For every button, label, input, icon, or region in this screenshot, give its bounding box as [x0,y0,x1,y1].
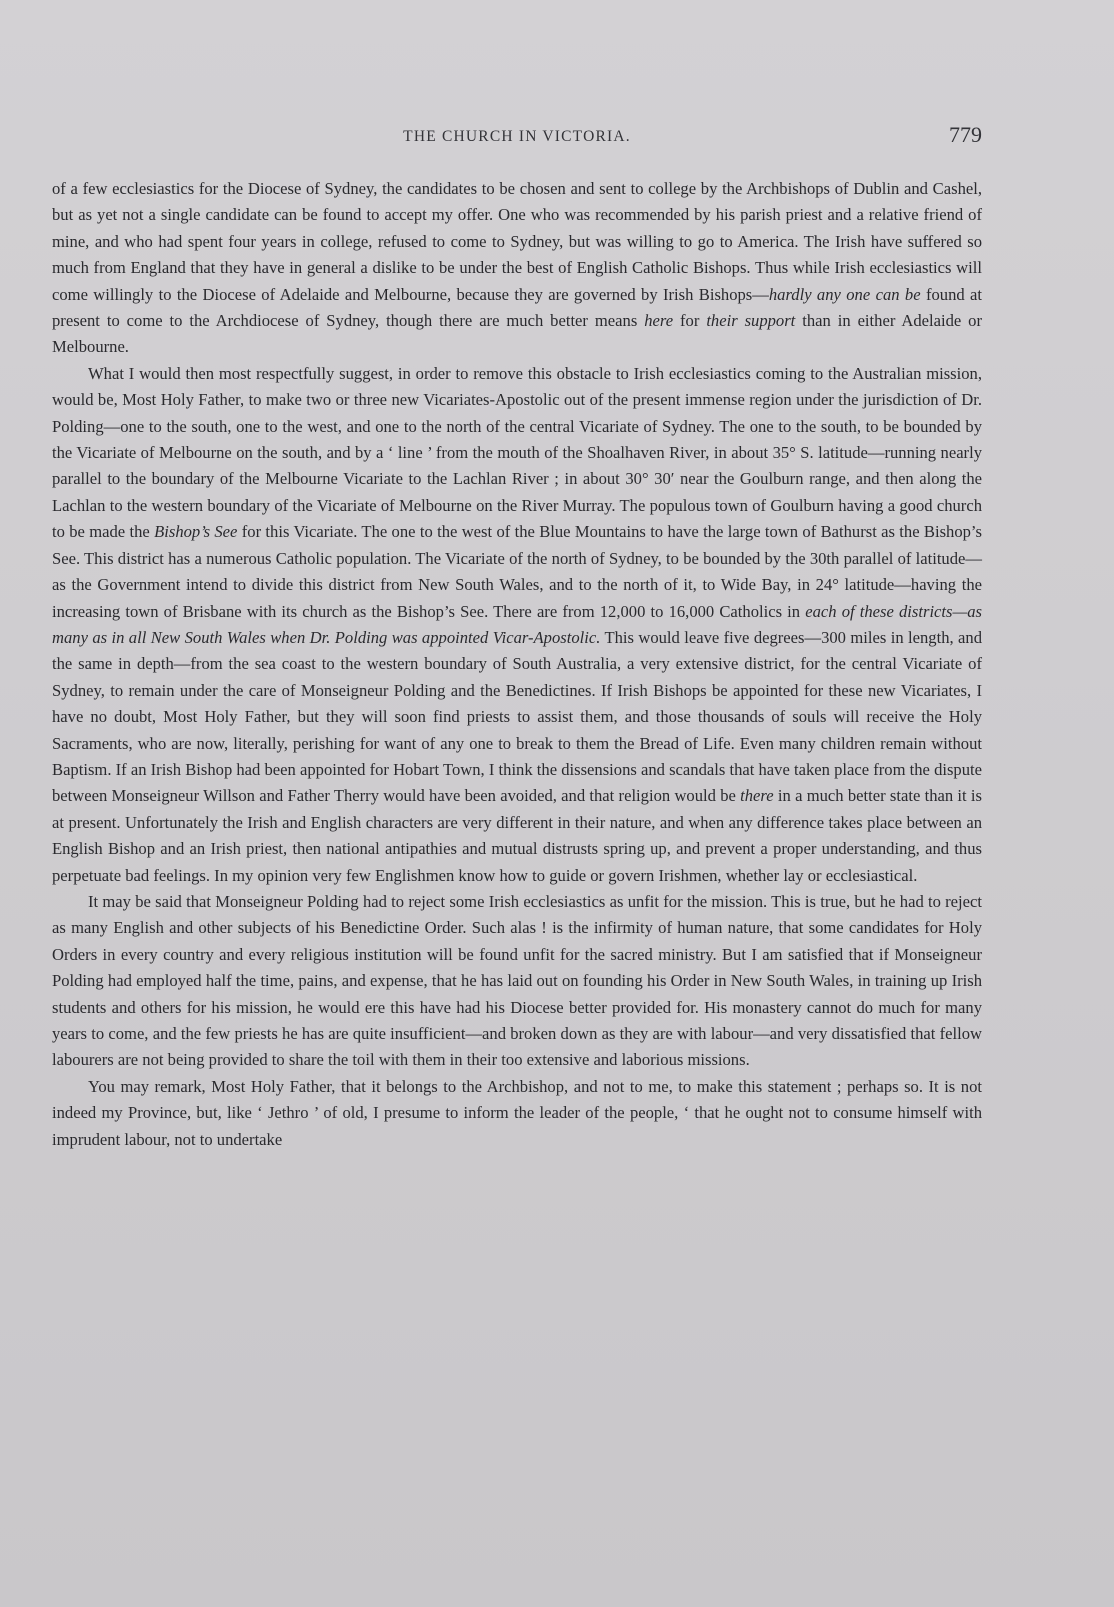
paragraph-3 [52,889,982,1074]
running-title: THE CHURCH IN VICTORIA. [403,128,631,145]
text-run: It may be said that Monseigneur Polding had to reject some Irish ecclesiastics as unfit for the mission. This is true, but he had to reject as many English and other subjects of his Benedictine Order. Such alas ! is the infirmity of human nature, that some candidates for Holy Orders in every country and every religious institution will be found unfit for the sacred ministry. But I am satisfied that if Monseigneur Polding had employed half the time, pains, and expense, that he has laid out on founding his Order in New South Wales, in training up Irish students and others for his mission, he would ere this have had his Diocese better provided for. His monastery cannot do much for many years to come, and the few priests he has are quite insufficient—and broken down as they are with labour—and very dissatisfied that fellow labourers are not being provided to share the toil with them in their too extensive and laborious missions. [52,891,982,1070]
italic-run: there [740,786,774,806]
body-text [52,176,982,1153]
paragraph-1 [52,176,982,361]
italic-run: their support [706,311,796,331]
italic-run: hardly any one can be [768,284,921,304]
text-run: in a much better state than it is at present. Unfortunately the Irish and English characters are very different in their nature, and when any difference takes place between an English Bishop and an Irish priest, then national antipathies and mutual distrusts spring up, and prevent a proper understanding, and thus perpetuate bad feelings. In my opinion very few Englishmen know how to guide or govern Irishmen, whether lay or ecclesiastical. [52,786,982,885]
text-run: found at present to come to the Archdiocese of Sydney, though there are much better means [52,284,982,331]
text-run: for this Vicariate. The one to the west of the Blue Mountains to have the large town of Bathurst as the Bishop’s See. This district has a numerous Catholic population. The Vicariate of the north of Sydney, to be bounded by the 30th parallel of latitude—as the Government intend to divide this district from New South Wales, and to the north of it, to Wide Bay, in 24° latitude—having the increasing town of Brisbane with its church as the Bishop’s See. There are from 12,000 to 16,000 Catholics in [52,522,982,621]
paragraph-4 [52,1074,982,1153]
text-run: You may remark, Most Holy Father, that it belongs to the Archbishop, and not to me, to make this statement ; perhaps so. It is not indeed my Province, but, like ‘ Jethro ’ of old, I presume to inform the leader of the people, ‘ that he ought not to consume himself with imprudent labour, not to undertake [52,1076,982,1149]
italic-run: here [644,311,674,331]
running-head [52,124,982,154]
text-run: What I would then most respectfully suggest, in order to remove this obstacle to Irish ecclesiastics coming to the Australian mission, would be, Most Holy Father, to make two or three new Vicariates-Apostolic out of the present immense region under the jurisdiction of Dr. Polding—one to the south, one to the west, and one to the north of the central Vicariate of Sydney. The one to the south, to be bounded by the Vicariate of Melbourne on the south, and by a ‘ line ’ from the mouth of the Shoalhaven River, in about 35° S. latitude—running nearly parallel to the boundary of the Melbourne Vicariate to the Lachlan River ; in about 30° 30′ near the Goulburn range, and then along the Lachlan to the western boundary of the Vicariate of Melbourne on the River Murray. The populous town of Goulburn having a good church to be made the [52,363,982,542]
text-run: for [673,311,707,331]
page-number: 779 [949,122,982,147]
text-run: This would leave five degrees—300 miles in length, and the same in depth—from the sea coast to the western boundary of South Australia, a very extensive district, for the central Vicariate of Sydney, to remain under the care of Monseigneur Polding and the Benedictines. If Irish Bishops be appointed for these new Vicariates, I have no doubt, Most Holy Father, but they will soon find priests to assist them, and those thousands of souls will receive the Holy Sacraments, who are now, literally, perishing for want of any one to break to them the Bread of Life. Even many children remain without Baptism. If an Irish Bishop had been appointed for Hobart Town, I think the dissensions and scandals that have taken place from the dispute between Monseigneur Willson and Father Therry would have been avoided, and that religion would be [52,627,982,806]
paragraph-2 [52,361,982,889]
italic-run: each of these districts—as many as in all New South Wales when Dr. Polding was appointed Vicar-Apostolic. [52,601,982,647]
text-run: than in either Adelaide or Melbourne. [52,311,983,357]
text-run: of a few ecclesiastics for the Diocese of Sydney, the candidates to be chosen and sent to college by the Archbishops of Dublin and Cashel, but as yet not a single candidate can be found to accept my offer. One who was recommended by his parish priest and a relative friend of mine, and who had spent four years in college, refused to come to Sydney, but was willing to go to America. The Irish have suffered so much from England that they have in general a dislike to be under the best of English Catholic Bishops. Thus while Irish ecclesiastics will come willingly to the Diocese of Adelaide and Melbourne, because they are governed by Irish Bishops— [52,179,982,304]
italic-run: Bishop’s See [154,522,238,542]
